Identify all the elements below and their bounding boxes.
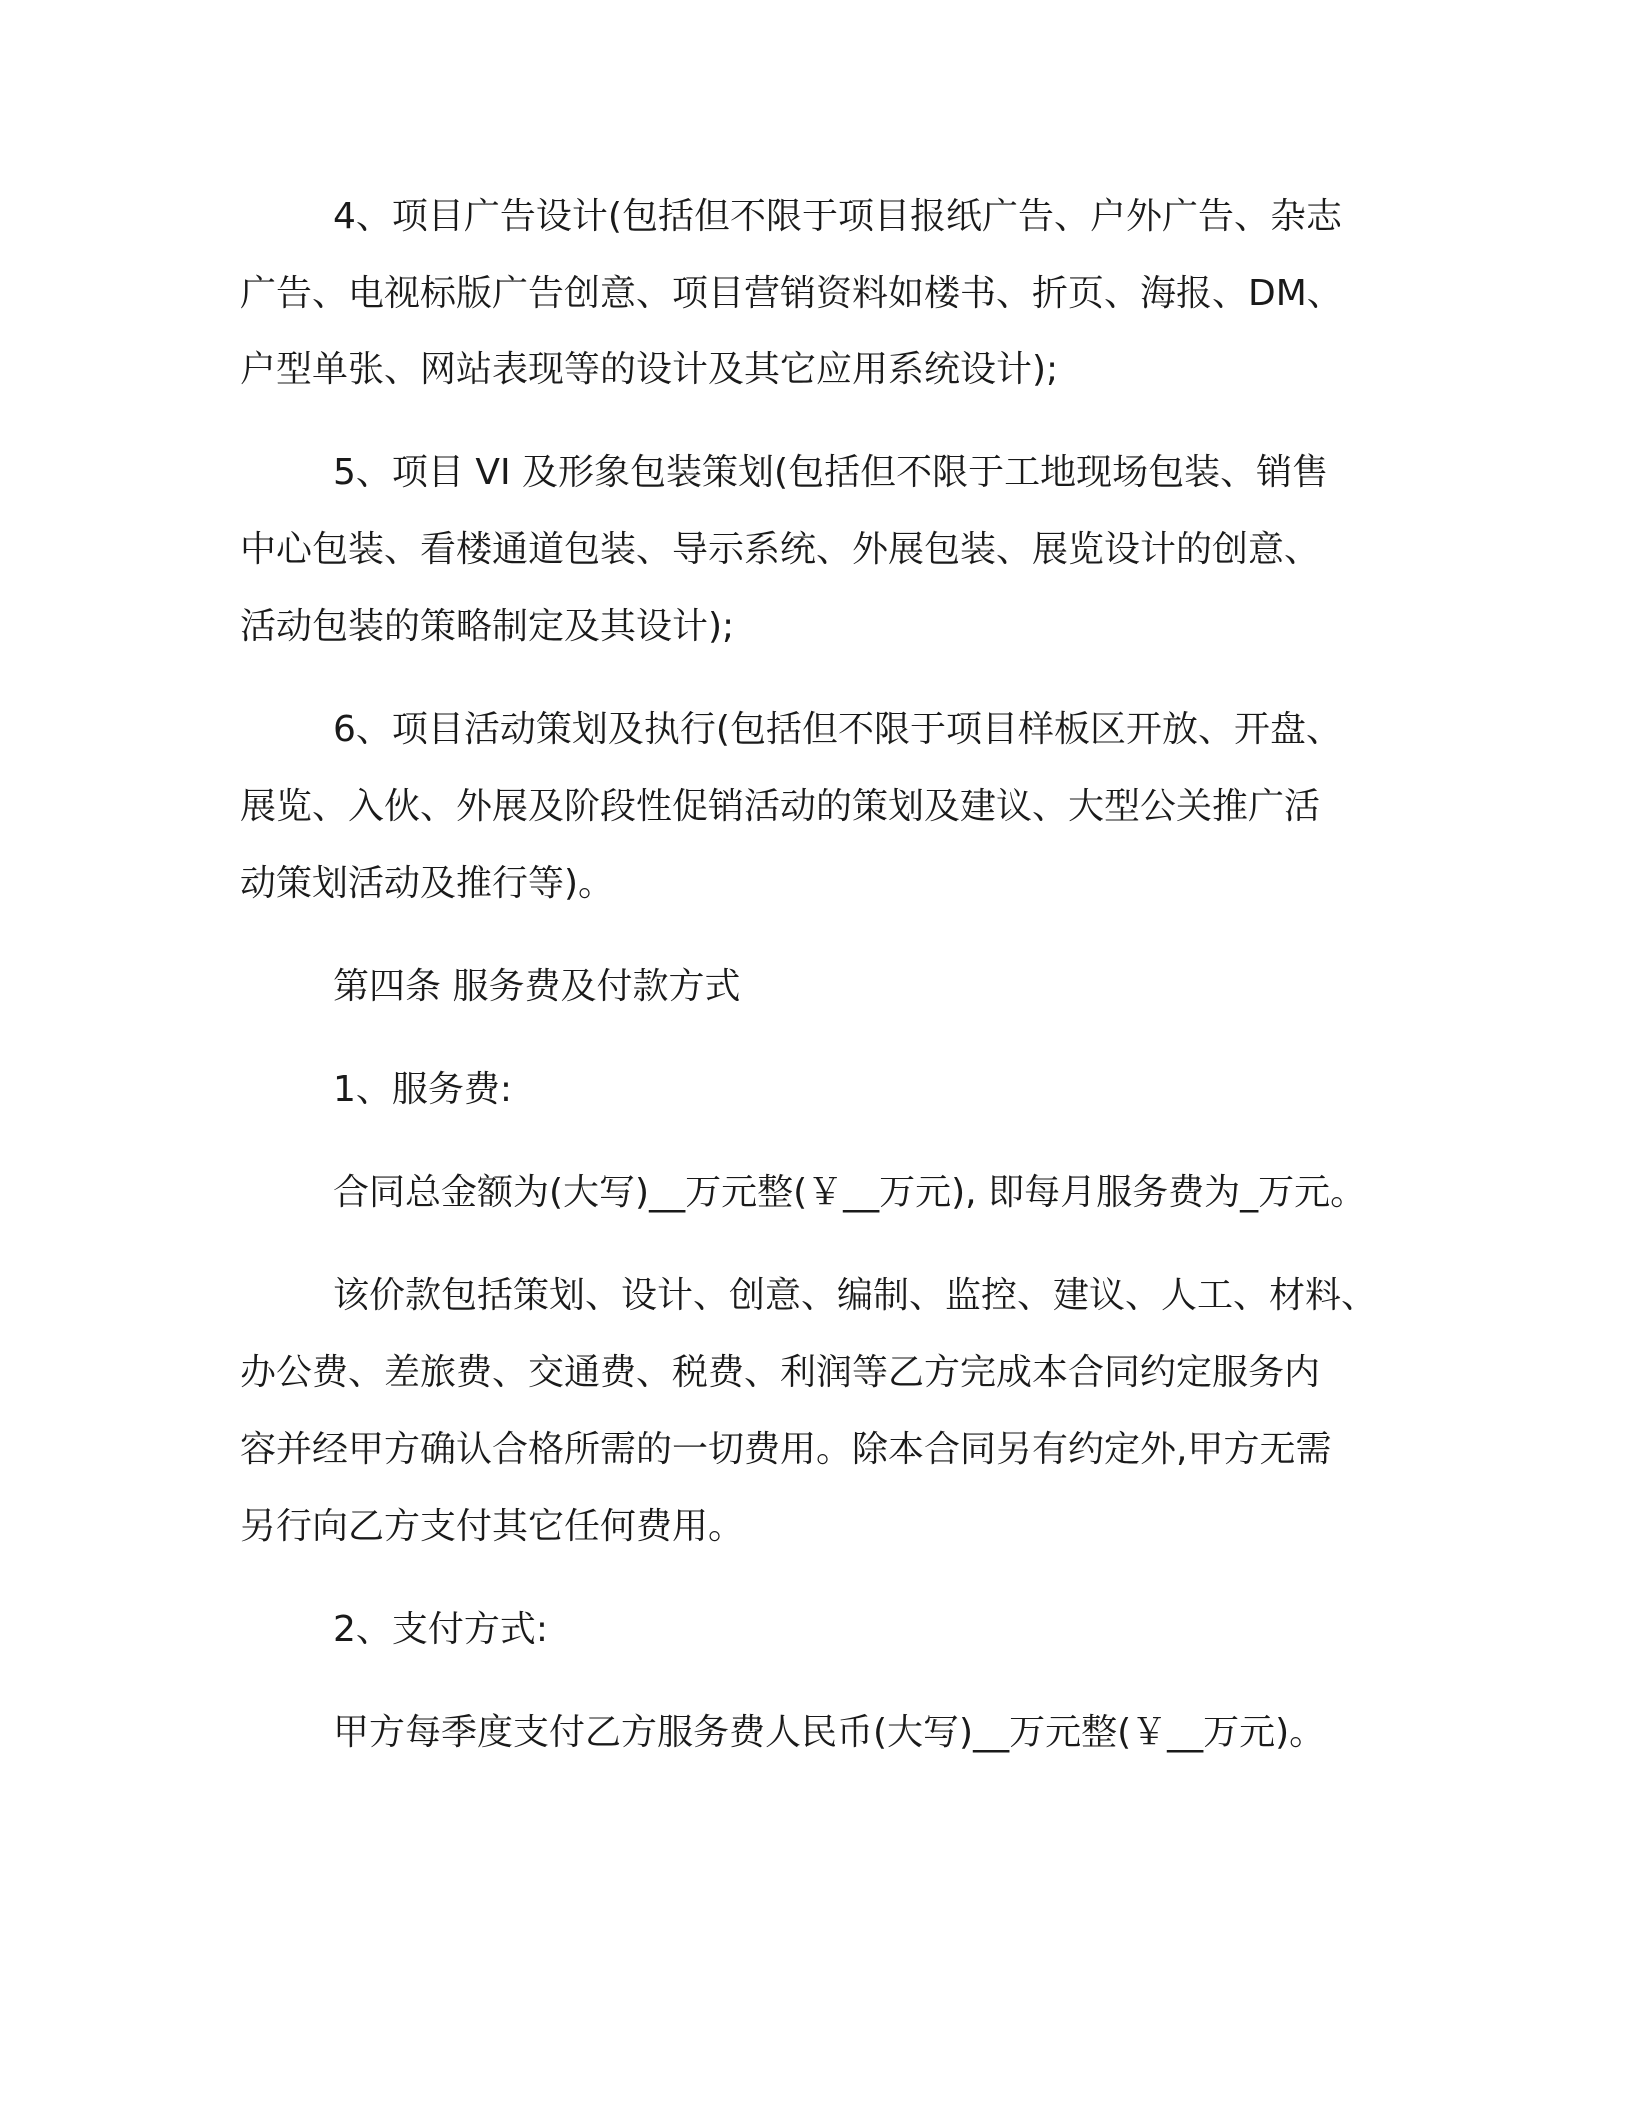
scope-line4: 另行向乙方支付其它任何费用。 [240, 1506, 745, 1547]
item4-line2: 广告、电视标版广告创意、项目营销资料如楼书、折页、海报、DM、 [240, 273, 1343, 314]
service-fee-heading: 1、服务费: [333, 1069, 513, 1110]
item5-line1: 5、项目 VI 及形象包装策划(包括但不限于工地现场包装、销售 [333, 452, 1329, 493]
item5-line2: 中心包装、看楼通道包装、导示系统、外展包装、展览设计的创意、 [240, 529, 1321, 570]
scope-line3: 容并经甲方确认合格所需的一切费用。除本合同另有约定外,甲方无需 [240, 1429, 1332, 1470]
item6-line2: 展览、入伙、外展及阶段性促销活动的策划及建议、大型公关推广活 [240, 786, 1321, 827]
scope-line2: 办公费、差旅费、交通费、税费、利润等乙方完成本合同约定服务内 [240, 1352, 1321, 1393]
item6-line1: 6、项目活动策划及执行(包括但不限于项目样板区开放、开盘、 [333, 709, 1342, 750]
item5-line3: 活动包装的策略制定及其设计); [240, 606, 735, 647]
scope-line1: 该价款包括策划、设计、创意、编制、监控、建议、人工、材料、 [333, 1275, 1378, 1316]
item4-line3: 户型单张、网站表现等的设计及其它应用系统设计); [240, 349, 1059, 390]
item4-line1: 4、项目广告设计(包括但不限于项目报纸广告、户外广告、杂志 [333, 196, 1342, 237]
payment-method-text: 甲方每季度支付乙方服务费人民币(大写)__万元整(￥__万元)。 [333, 1712, 1326, 1753]
item6-line3: 动策划活动及推行等)。 [240, 863, 615, 904]
payment-method-heading: 2、支付方式: [333, 1609, 549, 1650]
article4-heading: 第四条 服务费及付款方式 [333, 966, 741, 1007]
total-amount-text: 合同总金额为(大写)__万元整(￥__万元), 即每月服务费为_万元。 [333, 1172, 1367, 1213]
